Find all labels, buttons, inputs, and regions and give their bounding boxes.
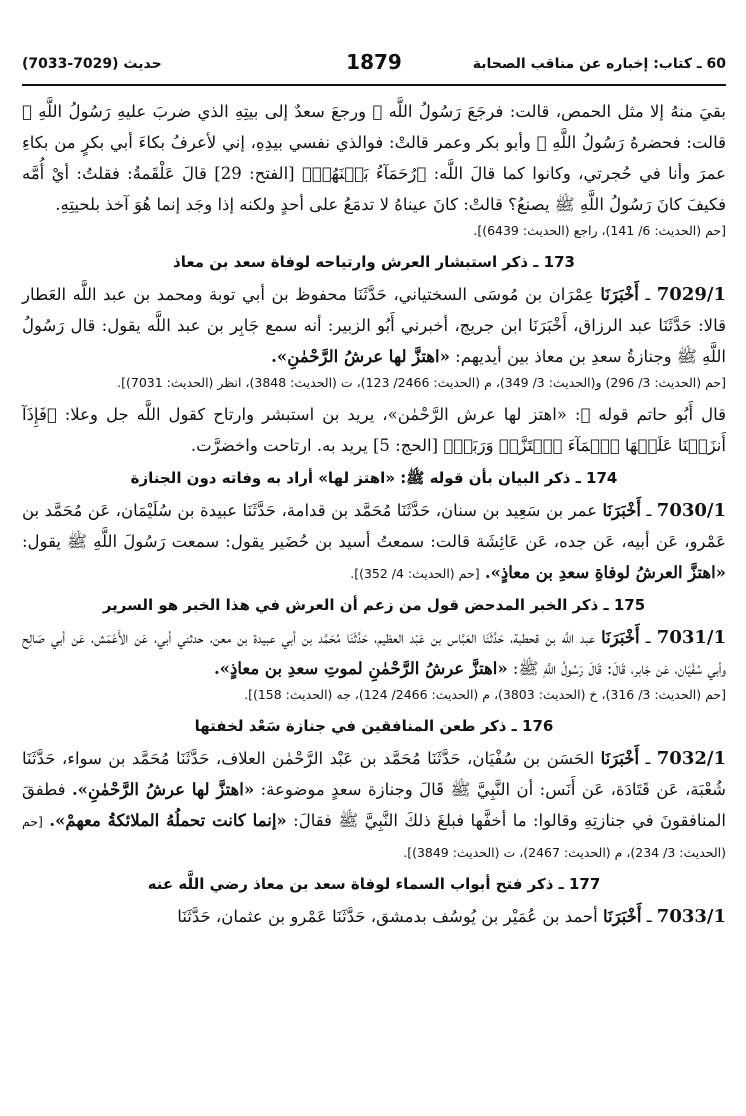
- hadith-matn: «إنما كانت تحملُهُ الملائكةُ معهمْ».: [49, 811, 287, 830]
- section-heading-176: 176 ـ ذكر طعن المنافقين في جنازة سَعْد لخفتها: [194, 717, 554, 735]
- isnad-text: الحَسَن بن سُفْيَان، حَدَّثَنَا مُحَمَّد بن عَبْد الرَّحْمٰن العلاف، حَدَّثَنَا مُحَمَّد بن سواء، حَدَّثَنَا شُعْبَة، عَن قَتَادَة، عَن أَنَس: أن النَّبِيَّ ﷺ قَالَ وجنازة سعدٍ موضوعة:: [22, 749, 726, 799]
- isnad-text: أحمد بن عُمَيْر بن يُوسُف بدمشق، حَدَّثَنَا عَمْرو بن عثمان، حَدَّثَنَا: [177, 907, 598, 926]
- dash-separator: ـ: [639, 628, 651, 647]
- hadith-7029: [22, 279, 726, 372]
- dash-separator: ـ: [639, 749, 651, 768]
- isnad-text: عبد اللَّه بن قحطبة، حَدَّثَنَا العَبَّاس بن عَبْد العظيم، حَدَّثَنَا مُحَمَّد بن أبي عبيدة بن معن، حدثني أبي، عَن الأَعْمَش، عَن أبي صَالِح وأبي سُفْيَان، عَن جَابر، قَالَ: قَالَ رَسُولُ اللَّهِ ﷺ:: [22, 628, 726, 678]
- isnad-text: عِمْرَان بن مُوسَى السختياني، حَدَّثَنَا محفوظ بن أبي توبة ومحمد بن عبد اللَّه العَطار قالا: حَدَّثَنَا عبد الرزاق، أَخْبَرَنَا ابن جريج، أخبرني أَبُو الزبير: أنه سمع جَابِر بن عبد اللَّه يقول: قال رَسُولُ اللَّهِ ﷺ وجنازةُ سعدِ بن معاذ بين أيديهم:: [22, 285, 726, 366]
- section-heading-177: 177 ـ ذكر فتح أبواب السماء لوفاة سعد بن معاذ رضي اللَّه عنه: [147, 875, 601, 893]
- akhbarana: أَخْبَرَنَا: [602, 907, 642, 926]
- page-content: [22, 96, 726, 932]
- hadith-matn: «اهتزَّ عرشُ الرَّحْمٰنِ لموتِ سعدِ بن معاذٍ».: [213, 659, 508, 678]
- hadith-range: حديث (7029-7033): [22, 56, 162, 72]
- hadith-number: 7032/1: [656, 748, 726, 769]
- hadith-7031: [22, 622, 726, 684]
- hadith-matn: «اهتزَّ العرشُ لوفاةِ سعدِ بن معاذٍ».: [484, 563, 726, 582]
- hadith-number: 7033/1: [656, 906, 726, 927]
- reference-note: [حم (الحديث: 3/ 234)، م (الحديث: 2467)، ت (الحديث: 3849)].: [22, 814, 726, 860]
- akhbarana: أَخْبَرَنَا: [600, 749, 640, 768]
- book-page: [22, 50, 726, 932]
- dash-separator: ـ: [641, 907, 652, 926]
- akhbarana: أَخْبَرَنَا: [600, 285, 639, 304]
- hadith-7030: [22, 495, 726, 588]
- hadith-matn: «اهتزَّ لها عرشُ الرَّحْمٰنِ».: [71, 780, 255, 799]
- dash-separator: ـ: [638, 285, 651, 304]
- hadith-number: 7029/1: [656, 284, 726, 305]
- section-heading-175: 175 ـ ذكر الخبر المدحض قول من زعم أن العرش في هذا الخبر هو السرير: [102, 596, 646, 614]
- running-header: [22, 50, 726, 86]
- narrative-text: فطفقَ المنافقونَ في جنازتِهِ وقالوا: ما أخفَّها فبلغَ ذلكَ النَّبِيَّ ﷺ فقالَ:: [22, 780, 727, 830]
- reference-note: [حم (الحديث: 4/ 352)].: [350, 566, 480, 581]
- reference-note: [حم (الحديث: 6/ 141)، راجع (الحديث: 6439)].: [473, 223, 726, 238]
- section-heading-174: 174 ـ ذكر البيان بأن قوله ﷺ: «اهتز لها» أراد به وفاته دون الجنازة: [130, 469, 618, 487]
- page-number: 1879: [346, 50, 402, 74]
- hadith-7032: [22, 743, 726, 867]
- akhbarana: أَخْبَرَنَا: [602, 501, 642, 520]
- continued-paragraph: بقيَ منهُ إلا مثل الحمص، قالت: فرجَعَ رَسُولُ اللَّه ﷺ ورجعَ سعدٌ إلى بيتِهِ الذي ضربَ عليهِ رَسُولُ اللَّهِ ﷺ قالت: فحضرهُ رَسُولُ اللَّهِ ﷺ وأبو بكر وعمر قالتْ: فوالذي نفسي بيدِهِ، إني لأعرفُ بكاءَ أبي بكرٍ من بكاءِ عمرَ وأنا في حُجرتي، وكانوا كما قالَ اللَّه: ﴿رُحَمَآءُ بَيۡنَهُمۡ﴾ [الفتح: 29] قالَ عَلْقَمةُ: فقلتُ: أيْ أُمَّه فكيفَ كانَ رَسُولُ اللَّهِ ﷺ يصنعُ؟ قالتْ: كانَ عيناهُ لا تدمَعُ على أحدٍ ولكنه إذا وجَد إنما هُوَ آخذ بلحيتِهِ.: [22, 102, 727, 214]
- commentary-paragraph: قال أَبُو حاتم قوله ﷺ: «اهتز لها عرش الرَّحْمٰن»، يريد بن استبشر وارتاح كقول اللَّه جل وعلا: ﴿فَإِذَآ أَنزَلۡنَا عَلَيۡهَا ٱلۡمَآءَ ٱهۡتَزَّتۡ وَرَبَتۡ﴾ [الحج: 5] يريد به. ارتاحت واخضرَّت.: [22, 405, 726, 455]
- dash-separator: ـ: [641, 501, 652, 520]
- section-heading-173: 173 ـ ذكر استبشار العرش وارتياحه لوفاة سعد بن معاذ: [173, 253, 575, 271]
- hadith-number: 7031/1: [656, 627, 726, 648]
- akhbarana: أَخْبَرَنَا: [601, 628, 640, 647]
- reference-note: [حم (الحديث: 3/ 316)، خ (الحديث: 3803)، م (الحديث: 2466/ 124)، جه (الحديث: 158)].: [244, 687, 726, 702]
- hadith-matn: «اهتزَّ لها عرشُ الرَّحْمٰنِ».: [271, 347, 450, 366]
- isnad-text: عمر بن سَعِيد بن سنان، حَدَّثَنَا مُحَمَّد بن قدامة، حَدَّثَنَا عبيدة بن سُلَيْمَان، عَن مُحَمَّد بن عَمْرو، عَن أبيه، عَن جده، عَن عَائِشَة قالت: سمعتُ أسيد بن حُضَير يقول: سمعت رَسُولَ اللَّهِ ﷺ يقول:: [22, 501, 726, 551]
- reference-note: [حم (الحديث: 3/ 296) و(الحديث: 3/ 349)، م (الحديث: 2466/ 123)، ت (الحديث: 3848)، انظر (الحديث: 7031)].: [117, 375, 726, 390]
- hadith-number: 7030/1: [656, 500, 726, 521]
- chapter-title: 60 ـ كتاب: إخباره عن مناقب الصحابة: [472, 56, 726, 72]
- hadith-7033: [22, 901, 726, 932]
